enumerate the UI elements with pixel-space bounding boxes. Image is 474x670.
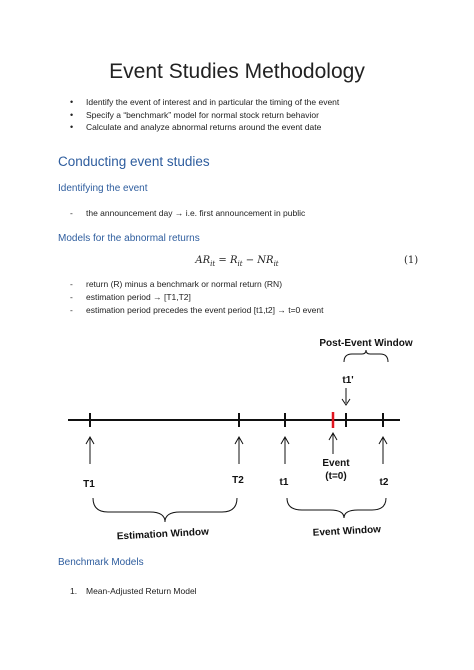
list-item-text: return (R) minus a benchmark or normal return (RN): [86, 279, 283, 289]
numbered-item: 1. Mean-Adjusted Return Model: [70, 586, 197, 596]
identifying-event-heading: Identifying the event: [58, 183, 148, 194]
equation-number: (1): [404, 255, 419, 266]
post-event-bracket: [344, 350, 388, 362]
list-item: - estimation period precedes the event period [t1,t2] → t=0 event: [70, 305, 324, 315]
T2-label: T2: [232, 475, 244, 486]
bullet-item: • Identify the event of interest and in particular the timing of the event: [70, 96, 339, 109]
intro-bullet-list: [70, 96, 339, 134]
event-time-label: (t=0): [325, 471, 347, 482]
t1-label: t1: [279, 477, 289, 488]
models-heading: Models for the abnormal returns: [58, 233, 200, 244]
page-title: Event Studies Methodology: [109, 60, 365, 83]
list-item-text: estimation period → [T1,T2]: [86, 292, 191, 302]
list-item: - estimation period → [T1,T2]: [70, 292, 191, 302]
event-timeline-diagram: [0, 330, 474, 550]
list-item: - return (R) minus a benchmark or normal return (RN): [70, 279, 283, 289]
list-item: - the announcement day → i.e. first announcement in public: [70, 208, 306, 218]
post-event-window-label: Post-Event Window: [319, 338, 413, 349]
bullet-item: • Specify a “benchmark” model for normal stock return behavior: [70, 109, 339, 122]
bullet-item: • Calculate and analyze abnormal returns around the event date: [70, 121, 339, 134]
event-window-brace: [287, 498, 386, 518]
list-item-text: the announcement day → i.e. first announcement in public: [86, 208, 306, 218]
T1-label: T1: [83, 479, 95, 490]
list-item-text: estimation period precedes the event period [t1,t2] → t=0 event: [86, 305, 324, 315]
benchmark-models-heading: Benchmark Models: [58, 557, 144, 568]
t1-prime-label: t1': [342, 375, 354, 386]
event-label: Event: [322, 458, 350, 469]
t2-label: t2: [379, 477, 389, 488]
section-heading: Conducting event studies: [58, 154, 210, 169]
equation: $AR_{it} = R_{it} - NR_{it}$: [195, 255, 279, 268]
event-window-label: Event Window: [312, 524, 382, 539]
estimation-window-label: Estimation Window: [116, 526, 210, 543]
estimation-window-brace: [93, 498, 237, 522]
numbered-item-text: Mean-Adjusted Return Model: [86, 586, 197, 596]
